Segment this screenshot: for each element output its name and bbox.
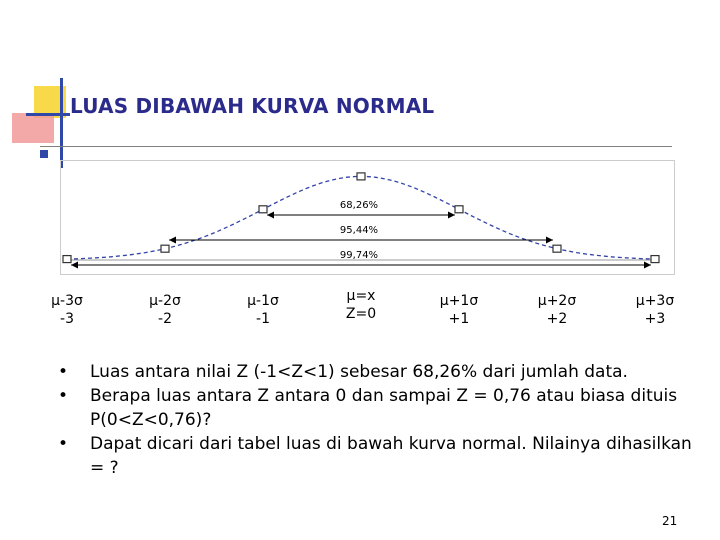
tick-label-symbol: μ+3σ [635,293,675,309]
bullet-text: Berapa luas antara Z antara 0 dan sampai Z = 0,76 atau biasa dituis P(0<Z<0,76)? [90,386,678,430]
bullet-dot: • [58,386,69,406]
curve-point-marker [259,206,267,213]
interval-label: 99,74% [339,250,379,261]
curve-point-marker [455,206,463,213]
blue-vertical-bar [60,78,63,168]
tick-label [429,292,489,328]
bullet-item [56,432,696,480]
tick-label-symbol: μ=x [346,288,376,304]
interval-arrow-head-right [546,237,553,244]
normal-curve-line [67,176,655,259]
tick-label [37,292,97,328]
tick-label-z: +3 [644,311,666,327]
interval-arrow-head-left [71,262,78,269]
interval-arrow-head-left [267,212,274,219]
bullet-item [56,360,696,384]
tick-label-z: Z=0 [345,306,377,322]
tick-label-z: -2 [158,311,172,327]
curve-point-marker [553,245,561,252]
curve-point-marker [651,256,659,263]
curve-point-marker [357,173,365,180]
tick-label-z: +2 [546,311,568,327]
bullet-dot: • [58,434,69,454]
slide-title: LUAS DIBAWAH KURVA NORMAL [70,94,435,118]
interval-arrow-head-right [448,212,455,219]
interval-arrow-head-left [169,237,176,244]
interval-arrow-head-right [644,262,651,269]
red-square-decoration [12,113,54,143]
bullet-text: Luas antara nilai Z (-1<Z<1) sebesar 68,26% dari jumlah data. [90,362,628,382]
curve-point-marker [161,245,169,252]
tick-label [625,292,685,328]
tick-label [527,292,587,328]
tick-label-symbol: μ-2σ [149,293,181,309]
tick-label-z: -3 [60,311,74,327]
tick-label [331,287,391,323]
bullet-text: Dapat dicari dari tabel luas di bawah kurva normal. Nilainya dihasilkan = ? [90,434,692,478]
tick-label-symbol: μ+1σ [439,293,479,309]
bullet-dot: • [58,362,69,382]
tick-label-z: -1 [256,311,270,327]
interval-label: 68,26% [339,200,379,211]
curve-point-marker [63,256,71,263]
tick-label-symbol: μ-3σ [51,293,83,309]
page-number: 21 [662,514,678,528]
tick-label-symbol: μ+2σ [537,293,577,309]
interval-label: 95,44% [339,225,379,236]
normal-curve-chart [60,160,675,275]
tick-label [135,292,195,328]
title-divider [40,146,672,147]
blue-horizontal-bar [26,113,70,116]
bullet-item [56,384,696,432]
tick-label-z: +1 [448,311,470,327]
bullet-list [56,360,696,480]
blue-small-square [40,150,48,158]
tick-label [233,292,293,328]
tick-label-symbol: μ-1σ [247,293,279,309]
